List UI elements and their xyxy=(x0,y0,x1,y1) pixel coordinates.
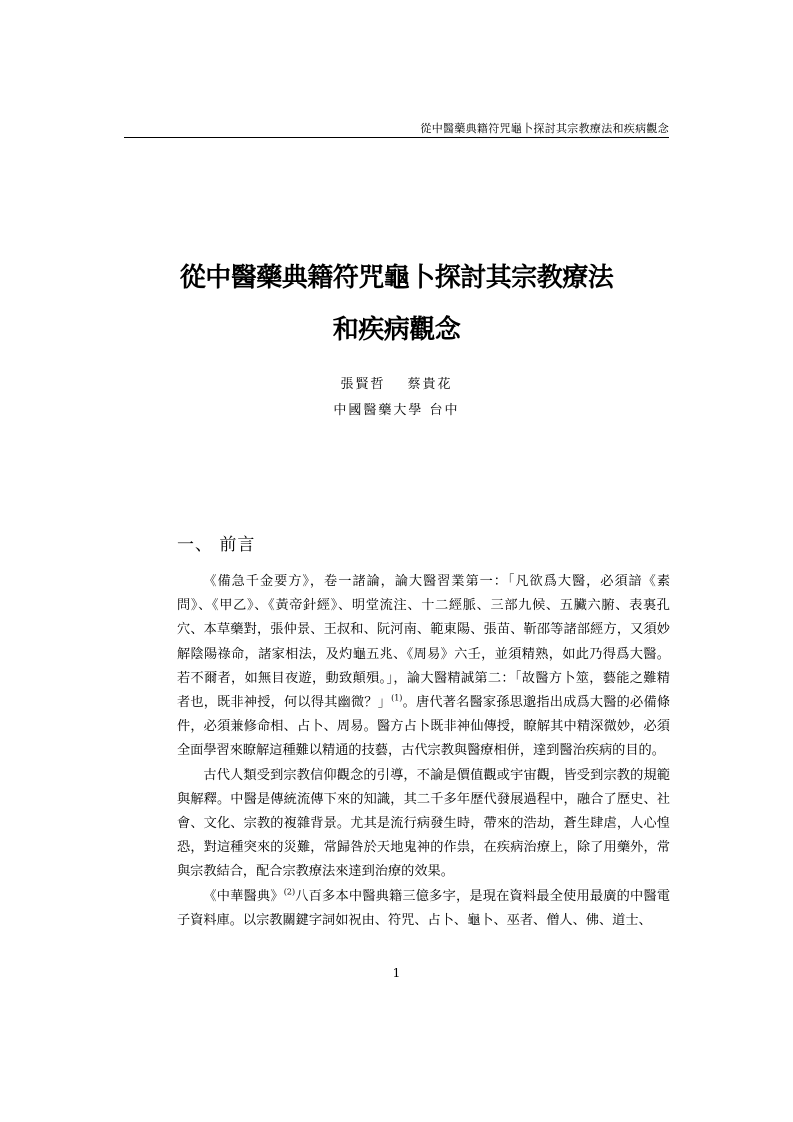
title-line-1: 從中醫藥典籍符咒龜卜探討其宗教療法 xyxy=(179,263,614,293)
header-rule xyxy=(124,137,669,138)
author-block xyxy=(124,372,669,424)
footnote-ref-2: (2) xyxy=(283,887,296,897)
page-number: 1 xyxy=(392,966,401,980)
running-header: 從中醫藥典籍符咒龜卜探討其宗教療法和疾病觀念 xyxy=(420,122,669,135)
title-line-2: 和疾病觀念 xyxy=(332,315,461,345)
footnote-ref-1: (1) xyxy=(391,693,403,703)
author-1: 張賢哲 xyxy=(340,377,386,392)
paragraph-2: 古代人類受到宗教信仰觀念的引導，不論是價值觀或宇宙觀，皆受到宗教的規範與解釋。中醫是傳統流傳下來的知識，其二千多年歷代發展過程中，融合了歷史、社會、文化、宗教的複雜背景。尤其是流行病發生時，帶來的浩劫，蒼生肆虐，人心惶恐，對這種突來的災難，常歸咎於天地鬼神的作祟，在疾病治療上，除了用藥外，常與宗教結合，配合宗教療法來達到治療的效果。 xyxy=(177,767,670,880)
paragraph-1-text-b: 。唐代著名醫家孫思邈指出成爲大醫的必備條件，必須兼修命相、占卜、周易。醫方占卜既非神仙傳授，瞭解其中精深微妙，必須全面學習來瞭解這種難以精通的技藝，古代宗教與醫療相併，達到醫治疾病的目的。 xyxy=(177,695,671,759)
paper-title xyxy=(124,252,669,356)
body-text xyxy=(177,570,670,933)
author-names xyxy=(124,372,669,398)
paragraph-3-text-a: 《中華醫典》 xyxy=(203,888,284,904)
section-heading: 一、 前言 xyxy=(177,535,256,555)
paragraph-3-text-b: 八百多本中醫典籍三億多字，是現在資料最全使用最廣的中醫電子資料庫。以宗教關鍵字詞如祝由、符咒、占卜、龜卜、巫者、僧人、佛、道士、 xyxy=(177,888,671,928)
author-2: 蔡貴花 xyxy=(407,377,453,392)
paragraph-1-text-a: 《備急千金要方》，卷一諸論，論大醫習業第一：「凡欲爲大醫，必須諳《素問》、《甲乙》、《黃帝針經》、明堂流注、十二經脈、三部九候、五臟六腑、表裏孔穴、本草藥對，張仲景、王叔和、阮河南、範東陽、張苗、靳邵等諸部經方，又須妙解陰陽祿命，諸家相法，及灼龜五兆、《周易》六壬，並須精熟，如此乃得爲大醫。若不爾者，如無目夜遊，動致顛殞。」，論大醫精誠第二：「故醫方卜筮，藝能之難精者也，既非神授，何以得其幽微？」 xyxy=(177,574,670,711)
paragraph-3 xyxy=(177,885,670,933)
affiliation: 中國醫藥大學 台中 xyxy=(333,403,460,418)
paragraph-1 xyxy=(177,570,670,764)
